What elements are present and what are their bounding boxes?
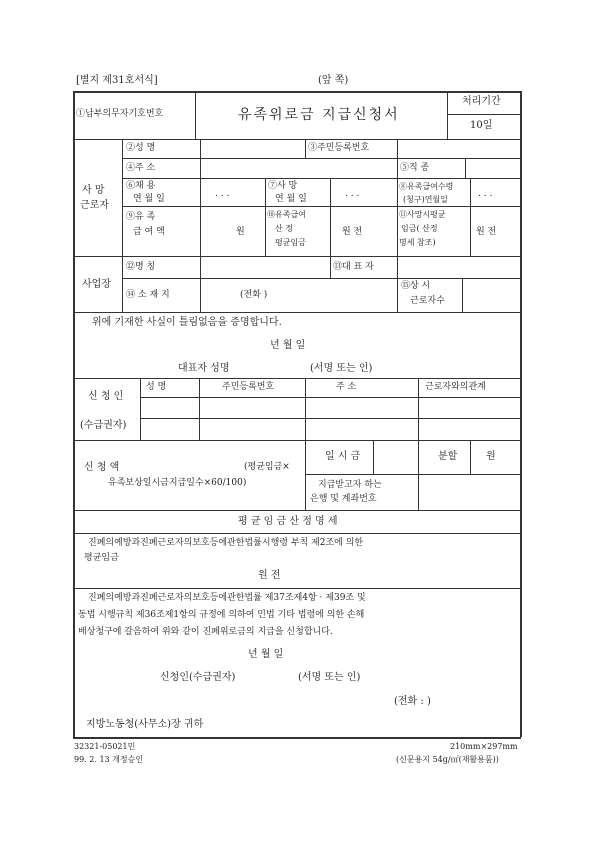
claim-date-label: ⑧유족급여수령 [399,182,454,191]
lump-sum-label: 일 시 금 [325,451,361,462]
claim-date-label-2: (청구)연월일 [403,195,448,204]
death-date-dots: . . . [345,189,360,199]
death-avg-wage-label-2: 임금( 산정 [401,224,438,233]
workplace-label: 사업장 [82,279,111,290]
avg-wage-label-2: 산 정 [275,224,293,233]
claim-formula-2: 유족보상일시금지급일수×60/100) [108,478,247,488]
applicant-label: 신 청 인 [88,391,124,402]
col-rrn: 주민등록번호 [222,382,275,392]
death-avg-wage-label: ⑪사망시평균 [399,210,446,219]
survivor-benefit-label-2: 급 여 액 [133,227,165,237]
death-date-label-2: 연 월 일 [275,194,307,204]
workplace-phone: (전화 ) [240,290,268,300]
death-avg-wage-label-3: 명세 참조) [399,238,436,247]
death-date-label: ⑦사 망 [268,181,298,191]
addressee: 지방노동청(사무소)장 귀하 [86,719,204,730]
workers-count-label: ⑮상 시 [401,281,431,291]
declaration-line-1: 진폐의예방과진폐근로자의보호등에관한법률 제37조제4항 · 제39조 및 [88,593,366,603]
paper-spec: (신문용지 54g/㎡(재활용품)) [396,755,499,764]
certify-sign: (서명 또는 인) [310,363,373,374]
workers-count-label-2: 근로자수 [410,296,445,306]
survivor-benefit-label: ⑨유 족 [126,212,156,222]
payer-number-label: ①납부의무자기호번호 [76,109,164,119]
form-title: 유족위로금 지급신청서 [238,107,400,123]
calc-line-1: 진폐의예방과진폐근로자의보호등에관한법률시행령 부칙 제2조에 의한 [88,538,364,548]
deceased-name-label: ②성 명 [126,143,156,153]
form-code: 32321-05021민 [74,742,136,751]
calc-heading: 평 균 임 금 산 정 명 세 [238,516,338,527]
survivor-benefit-won: 원 [236,227,245,237]
workplace-rep-label: ⑬대 표 자 [333,262,374,272]
claim-amount-label: 신 청 액 [84,462,120,473]
claim-formula-1: (평균임금× [244,462,290,472]
bank-label-2: 은행 및 계좌번호 [310,494,377,504]
declaration-date: 년 월 일 [248,649,284,660]
avg-wage-won: 원 전 [342,227,363,237]
approval-date: 99. 2. 13 개정승인 [74,755,144,764]
col-name: 성 명 [146,382,167,392]
installment-label: 분할 [438,451,458,462]
certify-date: 년 월 일 [270,340,306,351]
form-number: [별지 제31호서식] [76,75,158,86]
deceased-job-label: ⑤직 종 [400,163,430,173]
workplace-location-label: ⑭ 소 재 지 [126,290,170,300]
declaration-phone: (전화 : ) [394,696,431,707]
declaration-applicant: 신청인(수급권자) [160,672,236,683]
certify-rep-name: 대표자 성명 [178,363,230,374]
deceased-rrn-label: ③주민등록번호 [308,143,370,153]
calc-line-2: 평균임금 [84,553,119,563]
avg-wage-label: ⑩유족급여 [267,210,306,219]
deceased-group-label-2: 근로자 [80,200,109,211]
hire-date-label: ⑥채 용 [126,181,156,191]
processing-period-label: 처리기간 [462,96,501,107]
page-side-label: (앞 쪽) [318,75,349,86]
declaration-sign: (서명 또는 인) [298,672,361,683]
declaration-line-2: 동법 시행규칙 제36조제1항의 규정에 의하여 민법 기타 법령에 의한 손해 [78,610,365,620]
applicant-label-2: (수급권자) [80,420,127,431]
declaration-line-3: 배상청구에 갈음하여 위와 같이 진폐위로금의 지급을 신청합니다. [78,627,333,637]
hire-date-label-2: 연 월 일 [133,194,165,204]
claim-date-dots: . . . [478,189,493,199]
deceased-address-label: ④주 소 [126,163,156,173]
col-address: 주 소 [336,382,357,392]
workplace-name-label: ⑫명 칭 [126,262,156,272]
deceased-group-label: 사 망 [82,185,105,196]
processing-period-value: 10일 [470,120,493,131]
col-relation: 근로자와의관계 [425,382,486,392]
avg-wage-label-3: 평균임금 [275,238,306,247]
calc-won: 원 전 [258,570,281,581]
installment-won: 원 [486,451,496,462]
bank-label: 지급받고자 하는 [318,480,382,490]
paper-size: 210mm×297mm [450,742,518,751]
certify-statement: 위에 기재한 사실이 틀림없음을 증명합니다. [92,317,282,328]
death-avg-wage-won: 원 전 [476,227,497,237]
hire-date-dots: . . . [215,189,230,199]
